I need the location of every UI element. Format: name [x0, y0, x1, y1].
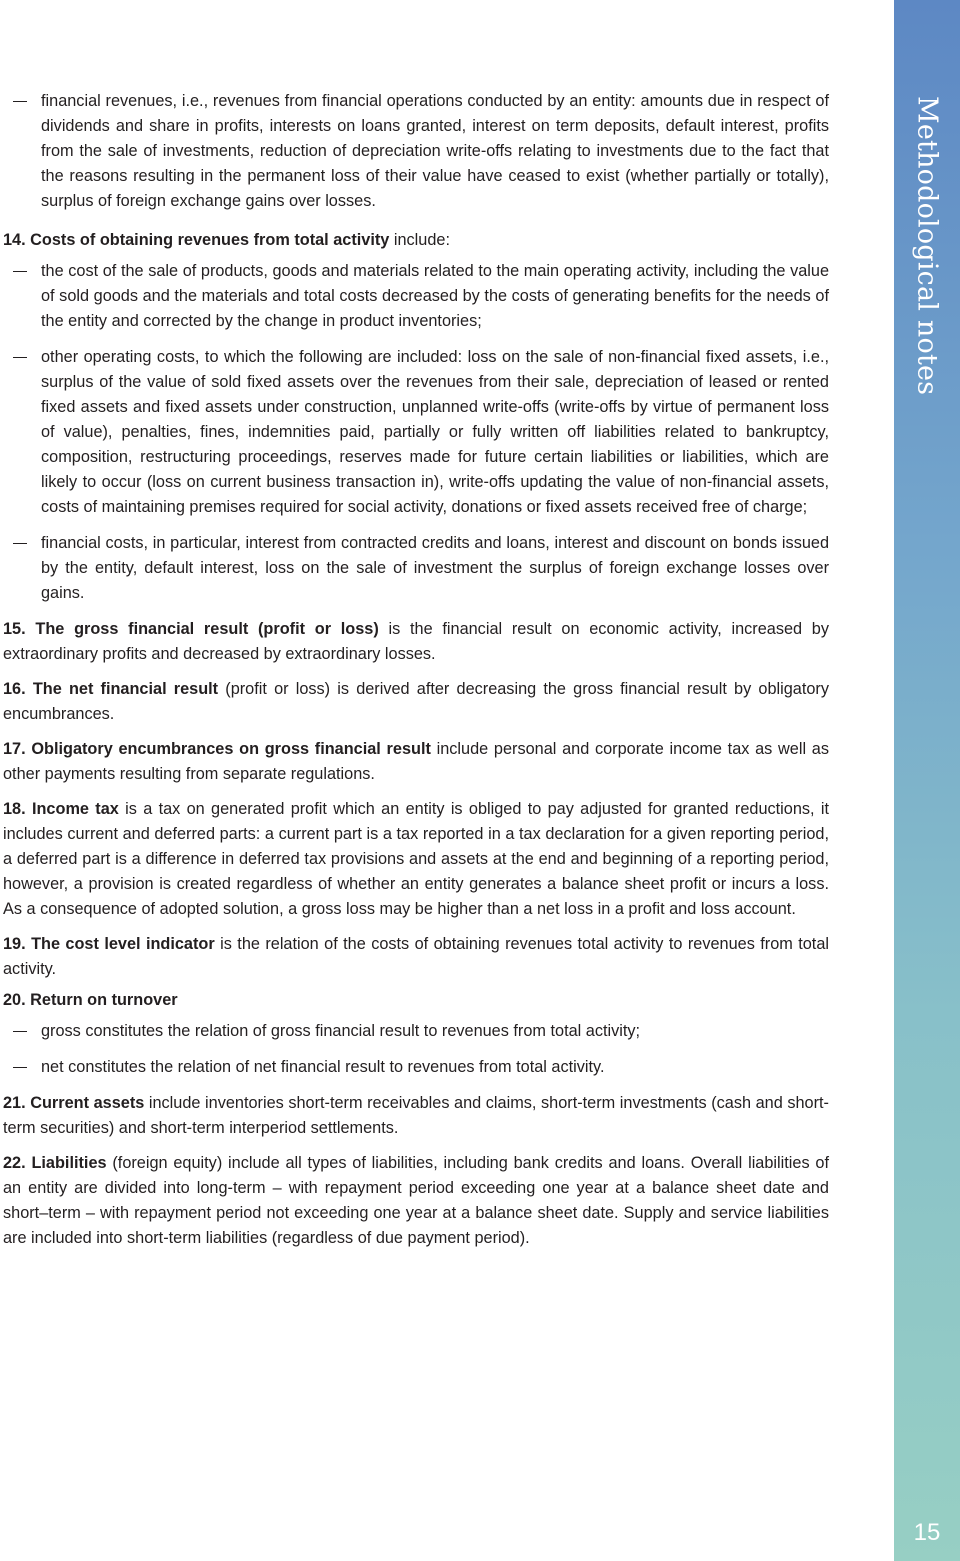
bullet-text: net constitutes the relation of net financial result to revenues from total activity. — [41, 1058, 605, 1076]
item-22 — [3, 1151, 829, 1251]
bullet-text: financial revenues, i.e., revenues from financial operations conducted by an entity: amounts due in respect of dividends and share in profits, interests on loans granted, interest on term deposits, default interest, profits from the sale of investments, reduction of depreciation write-offs relating to investments due to the fact that the reasons resulting in the permanent loss of their value have ceased to exist (whether partially or totally), surplus of foreign exchange gains over losses. — [41, 92, 829, 210]
section-title — [894, 0, 960, 420]
item-20 — [3, 988, 829, 1013]
item-21 — [3, 1091, 829, 1141]
bullet-text: the cost of the sale of products, goods and materials related to the main operating activity, including the value of sold goods and the materials and total costs decreased by the costs of generating benefits for the needs of the entity and corrected by the change in product inventories; — [41, 262, 829, 330]
item-18-heading: 18. Income tax — [3, 800, 119, 818]
bullet-financial-revenues — [3, 89, 829, 214]
item-16-text: (profit or loss) is derived after decreasing the gross financial result by obligatory encumbrances. — [3, 680, 829, 723]
item-16 — [3, 677, 829, 727]
sidebar — [894, 0, 960, 1561]
bullet-text: other operating costs, to which the following are included: loss on the sale of non-financial fixed assets, i.e., surplus of the value of sold fixed assets over the revenues from their sale, depreciation of leased or rented fixed assets and fixed assets under construction, unplanned write-offs (write-offs by virtue of permanent loss of value), penalties, fines, indemnities paid, partially or fully written off liabilities related to bankruptcy, composition, restructuring proceedings, reserves made for future certain liabilities or liabilities, which are likely to occur (loss on current business transaction in), write-offs updating the value of non-financial assets, costs of maintaining premises required for social activity, donations or fixed assets received free of charge; — [41, 348, 829, 516]
item-14-bullet-2 — [3, 345, 829, 520]
item-14-heading: 14. Costs of obtaining revenues from total activity — [3, 231, 390, 249]
item-21-text: include inventories short-term receivables and claims, short-term investments (cash and short-term securities) and short-term interperiod settlements. — [3, 1094, 829, 1137]
item-15-text: is the financial result on economic activity, increased by extraordinary profits and decreased by extraordinary losses. — [3, 620, 829, 663]
item-15-heading: 15. The gross financial result (profit or loss) — [3, 620, 379, 638]
item-17-text: include personal and corporate income tax as well as other payments resulting from separate regulations. — [3, 740, 829, 783]
bullet-text: gross constitutes the relation of gross financial result to revenues from total activity; — [41, 1022, 641, 1040]
item-17-heading: 17. Obligatory encumbrances on gross financial result — [3, 740, 431, 758]
item-19-text: is the relation of the costs of obtaining revenues total activity to revenues from total activity. — [3, 935, 829, 978]
item-20-bullet-2 — [3, 1055, 829, 1080]
item-14-text: include: — [389, 231, 450, 249]
item-20-bullet-1 — [3, 1019, 829, 1044]
section-title-text: Methodological notes — [911, 96, 943, 396]
item-16-heading: 16. The net financial result — [3, 680, 219, 698]
item-18 — [3, 797, 829, 922]
item-21-heading: 21. Current assets — [3, 1094, 145, 1112]
item-20-heading: 20. Return on turnover — [3, 991, 178, 1009]
item-22-heading: 22. Liabilities — [3, 1154, 107, 1172]
item-18-text: is a tax on generated profit which an entity is obliged to pay adjusted for granted reductions, it includes current and deferred parts: a current part is a tax reported in a tax declaration for a given reporting period, a deferred part is a difference in deferred tax provisions and assets at the end and beginning of a reporting period, however, a provision is created regardless of whether an entity generates a balance sheet profit or incurs a loss. As a consequence of adopted solution, a gross loss may be higher than a net loss in a profit and loss account. — [3, 800, 830, 918]
item-14 — [3, 228, 829, 253]
item-14-bullet-1 — [3, 259, 829, 334]
main-content — [3, 89, 829, 1261]
item-19-heading: 19. The cost level indicator — [3, 935, 215, 953]
item-19 — [3, 932, 829, 982]
item-14-bullet-3 — [3, 531, 829, 606]
bullet-text: financial costs, in particular, interest from contracted credits and loans, interest and discount on bonds issued by the entity, default interest, loss on the sale of investment the surplus of foreign exchange losses over gains. — [41, 534, 829, 602]
item-22-text: (foreign equity) include all types of liabilities, including bank credits and loans. Overall liabilities of an entity are divided into long-term – with repayment period exceeding one year at a balance sheet date and short–term – with repayment period not exceeding one year at a balance sheet date. Supply and service liabilities are included into short-term liabilities (regardless of due payment period). — [3, 1154, 829, 1247]
item-17 — [3, 737, 829, 787]
item-15 — [3, 617, 829, 667]
page-number: 15 — [913, 1519, 941, 1546]
